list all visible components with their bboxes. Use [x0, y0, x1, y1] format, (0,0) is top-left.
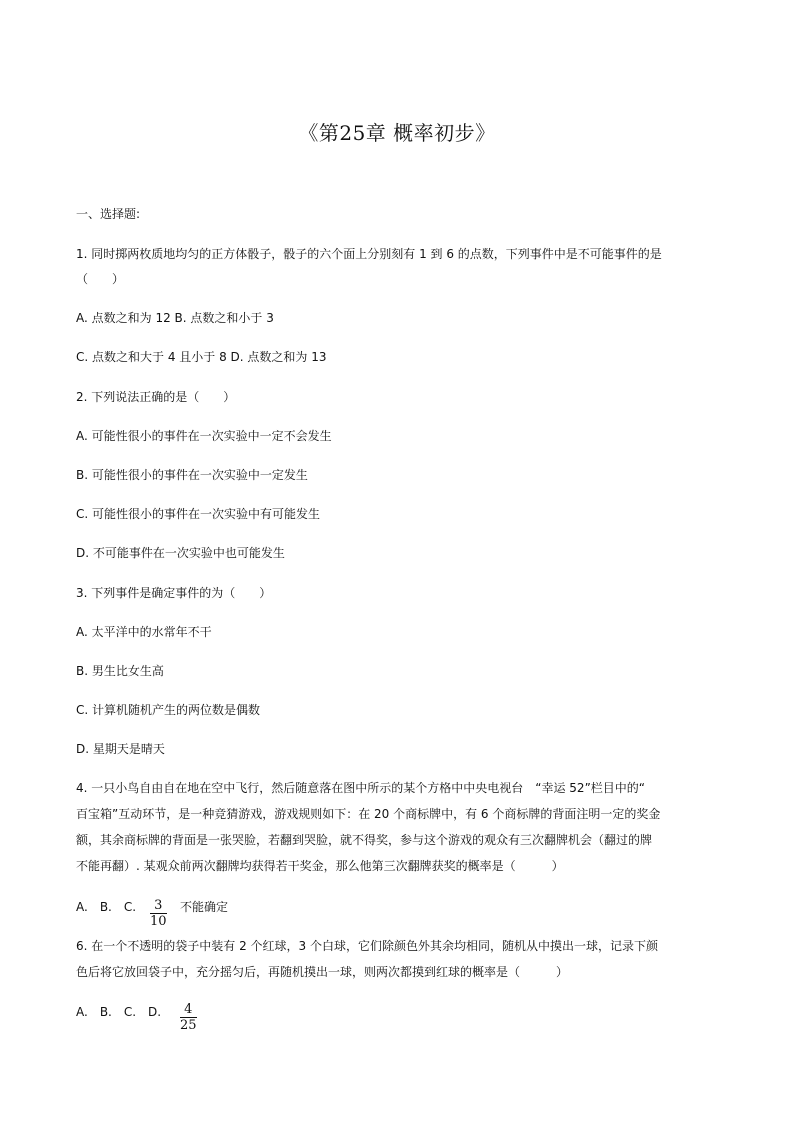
q2-option-d: D. 不可能事件在一次实验中也可能发生: [76, 546, 285, 560]
section-heading: 一、选择题:: [76, 207, 141, 221]
q4-stem-line4: 不能再翻）. 某观众前两次翻牌均获得若干奖金，那么他第三次翻牌获奖的概率是（ ）: [76, 859, 564, 873]
q4-fraction-denominator: 10: [150, 914, 167, 929]
q4-stem-line2: 百宝箱”互动环节，是一种竞猜游戏，游戏规则如下：在 20 个商标牌中，有 6 个商标牌的背面注明一定的奖金: [76, 807, 661, 821]
q3-option-a: A. 太平洋中的水常年不干: [76, 625, 212, 639]
q3-option-c: C. 计算机随机产生的两位数是偶数: [76, 703, 261, 717]
q4-option-d: 不能确定: [180, 900, 229, 914]
q4-fraction: [150, 898, 167, 930]
q2-option-b: B. 可能性很小的事件在一次实验中一定发生: [76, 468, 308, 482]
q3-option-d: D. 星期天是晴天: [76, 742, 165, 756]
q6-options-prefix: A. B. C. D.: [76, 1005, 162, 1019]
q6-fraction: [180, 1002, 197, 1034]
q6-fraction-numerator: 4: [184, 1002, 193, 1017]
q2-option-c: C. 可能性很小的事件在一次实验中有可能发生: [76, 507, 321, 521]
q4-options-prefix: A. B. C.: [76, 900, 137, 914]
q1-options-cd: C. 点数之和大于 4 且小于 8 D. 点数之和为 13: [76, 350, 327, 364]
q6-stem-line1: 6. 在一个不透明的袋子中装有 2 个红球，3 个白球，它们除颜色外其余均相同，随机从中摸出一球，记录下颜: [76, 939, 658, 953]
q3-stem: 3. 下列事件是确定事件的为（ ）: [76, 586, 272, 600]
q6-fraction-denominator: 25: [180, 1018, 197, 1033]
q3-option-b: B. 男生比女生高: [76, 664, 164, 678]
q1-stem-line1: 1. 同时掷两枚质地均匀的正方体骰子，骰子的六个面上分别刻有 1 到 6 的点数，下列事件中是不可能事件的是: [76, 247, 662, 261]
q1-options-ab: A. 点数之和为 12 B. 点数之和小于 3: [76, 311, 274, 325]
q6-stem-line2: 色后将它放回袋子中，充分摇匀后，再随机摸出一球，则两次都摸到红球的概率是（ ）: [76, 965, 569, 979]
q2-option-a: A. 可能性很小的事件在一次实验中一定不会发生: [76, 429, 332, 443]
q4-stem-line1: 4. 一只小鸟自由自在地在空中飞行，然后随意落在图中所示的某个方格中中央电视台 “幸运 52”栏目中的“: [76, 781, 646, 795]
q1-stem-line2: （ ）: [76, 272, 125, 286]
q2-stem: 2. 下列说法正确的是（ ）: [76, 390, 236, 404]
q4-fraction-numerator: 3: [154, 898, 163, 913]
q4-stem-line3: 额，其余商标牌的背面是一张哭脸，若翻到哭脸，就不得奖，参与这个游戏的观众有三次翻牌机会（翻过的牌: [76, 833, 653, 847]
page-title: 《第25章 概率初步》: [298, 121, 496, 145]
